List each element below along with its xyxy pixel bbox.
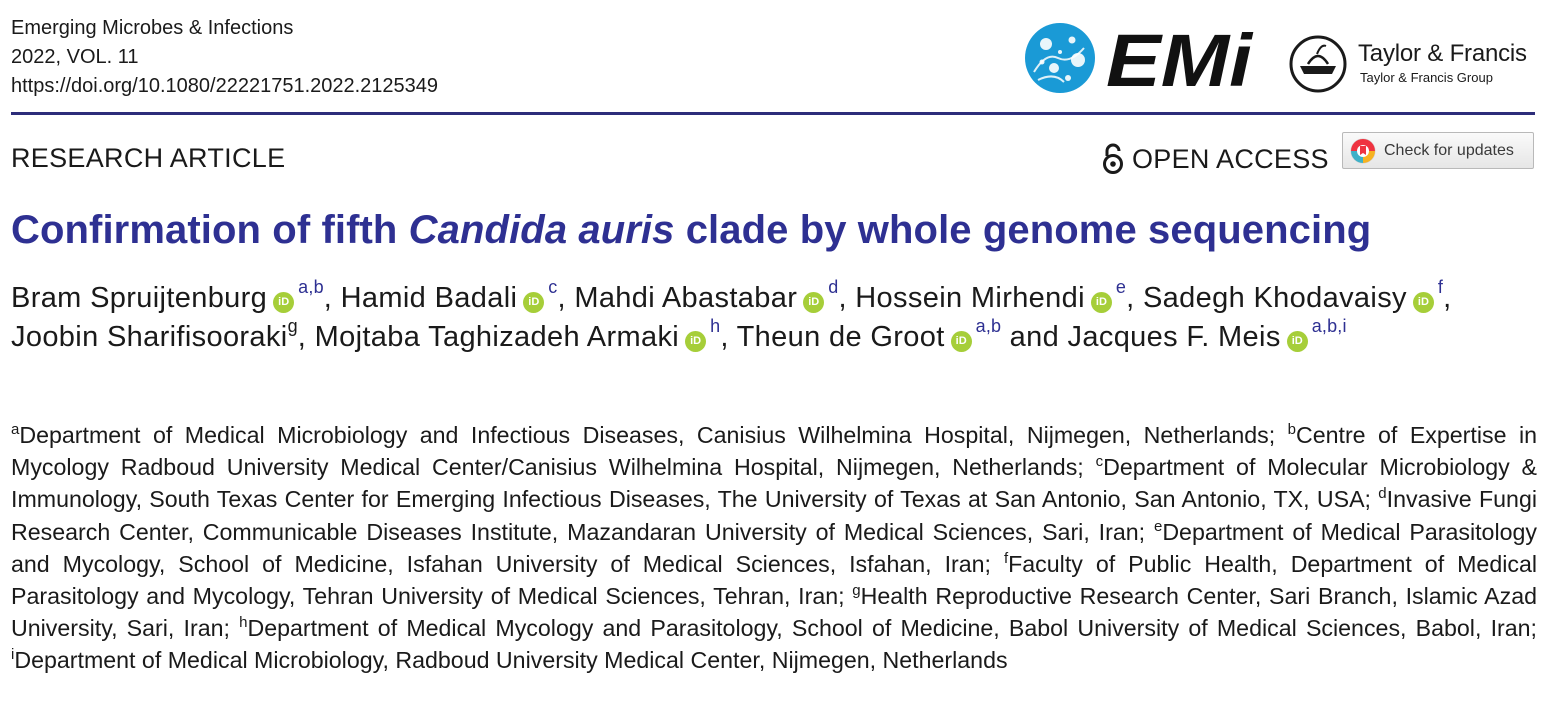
affiliation-key: d [1378, 485, 1387, 503]
affiliation-key: c [1095, 453, 1104, 471]
affiliation-key: e [1153, 517, 1163, 535]
emi-logo [1024, 22, 1254, 94]
author-affiliation-marker[interactable]: d [828, 277, 839, 297]
journal-volume: 2022, VOL. 11 [11, 46, 139, 68]
author-name[interactable]: Hamid Badali [340, 282, 518, 314]
publisher-name: Taylor & Francis [1358, 40, 1527, 67]
article-title [11, 208, 1371, 253]
affiliation-text: Centre of Expertise in Mycology Radboud University Medical Center/Canisius Wilhelmina Hospital, Nijmegen, Netherlands; [11, 422, 1538, 481]
affiliation-key: a [11, 421, 20, 438]
affiliation-text: Faculty of Public Health, Department of Medical Parasitology and Mycology, Tehran University of Medical Sciences, Tehran, Iran; [11, 550, 1538, 610]
affiliations [11, 419, 1537, 677]
affiliation-text: Health Reproductive Research Center, Sari Branch, Islamic Azad University, Sari, Iran; [11, 583, 1537, 642]
author-name[interactable]: Joobin Sharifisooraki [11, 321, 288, 353]
publisher-group: Taylor & Francis Group [1360, 70, 1493, 85]
affiliation-key: i [11, 646, 15, 664]
title-part-2: clade by whole genome sequencing [674, 208, 1372, 252]
taylor-francis-logo [1288, 34, 1538, 94]
author-affiliation-marker[interactable]: h [710, 316, 721, 336]
author-name[interactable]: Mojtaba Taghizadeh Armaki [314, 321, 680, 353]
author-affiliation-marker: g [287, 316, 298, 336]
journal-meta [11, 14, 438, 101]
open-access-badge [1102, 141, 1329, 177]
author-affiliation-marker[interactable]: c [548, 277, 558, 297]
author-separator: , [720, 321, 737, 353]
author-separator: , [838, 282, 856, 314]
author-name[interactable]: Jacques F. Meis [1067, 321, 1281, 353]
author-name[interactable]: Bram Spruijtenburg [11, 282, 268, 314]
orcid-icon[interactable]: iD [273, 292, 294, 313]
open-access-label: OPEN ACCESS [1132, 143, 1329, 174]
header-rule [11, 112, 1535, 115]
author-separator: and [1001, 321, 1068, 353]
author-separator: , [323, 282, 341, 314]
author-name[interactable]: Mahdi Abastabar [574, 282, 798, 314]
open-lock-icon [1102, 143, 1124, 175]
author-affiliation-marker[interactable]: a,b,i [1311, 316, 1347, 336]
check-for-updates-label: Check for updates [1384, 141, 1514, 159]
author-name[interactable]: Hossein Mirhendi [855, 282, 1085, 314]
emi-logo-text: EMi [1106, 22, 1254, 94]
title-italic-species: Candida auris [408, 208, 675, 252]
affiliation-text: Department of Medical Mycology and Parasitology, School of Medicine, Babol University of Medical Sciences, Babol, Iran; [247, 615, 1537, 642]
orcid-icon[interactable]: iD [951, 331, 972, 352]
author-name[interactable]: Theun de Groot [736, 321, 945, 353]
author-name[interactable]: Sadegh Khodavaisy [1142, 282, 1407, 314]
author-affiliation-marker[interactable]: e [1115, 277, 1127, 297]
crossmark-icon [1350, 138, 1376, 164]
affiliation-text: Invasive Fungi Research Center, Communicable Diseases Institute, Mazandaran University of Medical Sciences, Sari, Iran; [11, 486, 1537, 545]
affiliation-text: Department of Medical Microbiology and Infectious Diseases, Canisius Wilhelmina Hospital, Nijmegen, Netherlands; [19, 422, 1288, 448]
affiliation-key: b [1287, 421, 1296, 438]
orcid-icon[interactable]: iD [803, 292, 824, 313]
doi-link[interactable]: https://doi.org/10.1080/22221751.2022.2125349 [11, 75, 439, 97]
author-affiliation-marker[interactable]: a,b [298, 277, 324, 297]
orcid-icon[interactable]: iD [685, 331, 706, 352]
orcid-icon[interactable]: iD [1287, 331, 1308, 352]
author-separator: , [297, 321, 315, 353]
orcid-icon[interactable]: iD [523, 292, 544, 313]
author-separator: , [1126, 282, 1143, 314]
affiliation-key: g [852, 582, 861, 600]
author-separator: , [1443, 282, 1452, 314]
taylor-francis-emblem-icon [1288, 34, 1348, 94]
affiliation-text: Department of Medical Microbiology, Radboud University Medical Center, Nijmegen, Netherlands [14, 647, 1008, 674]
author-separator: , [557, 282, 575, 314]
affiliation-text: Department of Molecular Microbiology & Immunology, South Texas Center for Emerging Infectious Diseases, The University of Texas at San Antonio, San Antonio, TX, USA; [11, 454, 1537, 513]
author-list [11, 279, 1541, 357]
orcid-icon[interactable]: iD [1091, 292, 1112, 313]
author-affiliation-marker[interactable]: a,b [975, 316, 1002, 336]
check-for-updates-button[interactable] [1342, 132, 1534, 169]
affiliation-key: f [1003, 549, 1009, 567]
article-type: RESEARCH ARTICLE [11, 143, 286, 173]
affiliation-text: Department of Medical Parasitology and Mycology, School of Medicine, Isfahan University of Medical Sciences, Isfahan, Iran; [11, 518, 1537, 577]
title-part-1: Confirmation of fifth [11, 208, 409, 252]
affiliation-key: h [239, 614, 248, 632]
journal-name: Emerging Microbes & Infections [11, 17, 294, 39]
author-affiliation-marker[interactable]: f [1437, 277, 1444, 297]
orcid-icon[interactable]: iD [1413, 292, 1434, 313]
